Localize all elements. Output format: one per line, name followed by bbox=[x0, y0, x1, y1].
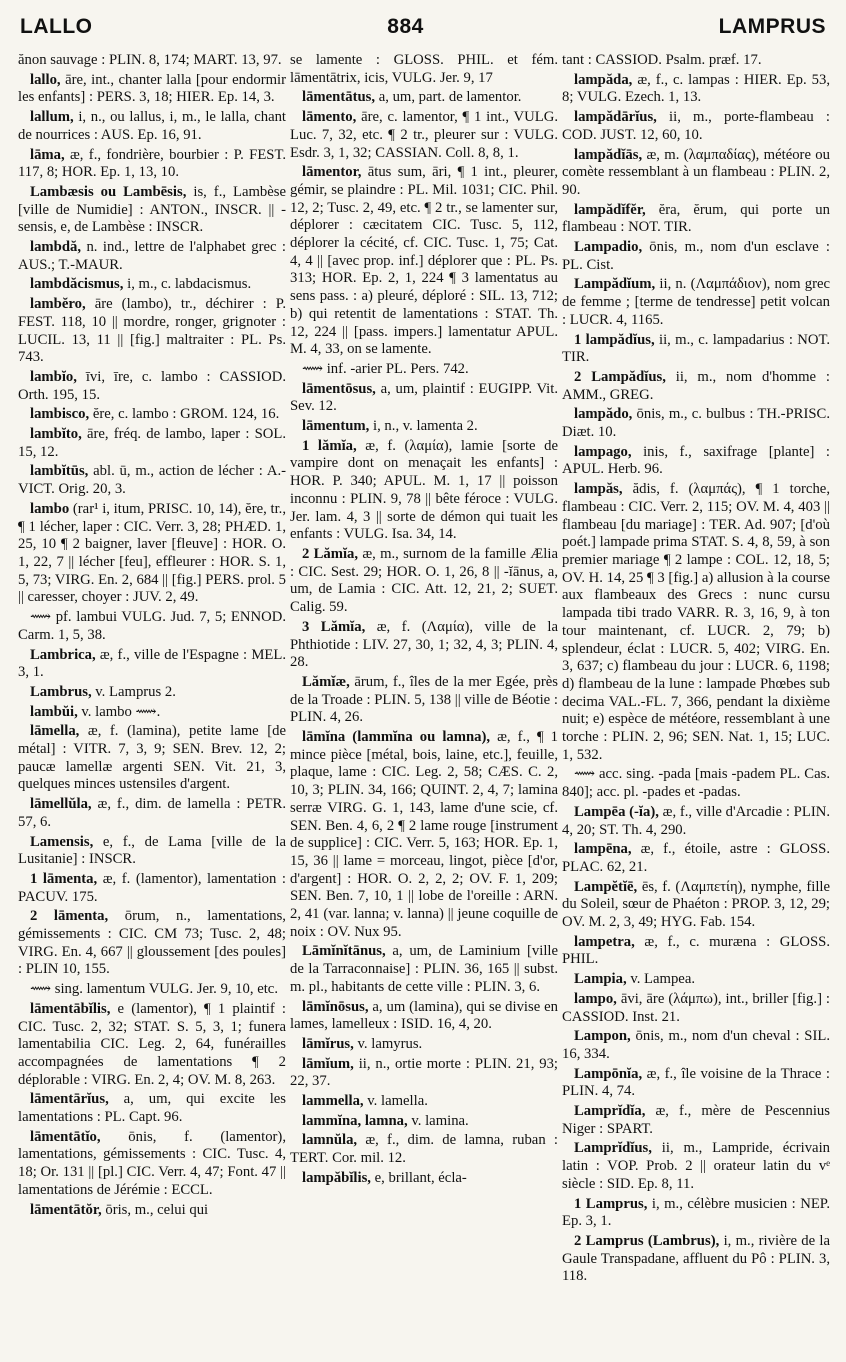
entry-headword: lāmentātŏr, bbox=[30, 1201, 102, 1218]
entry-headword: 1 Lamprus, bbox=[574, 1195, 648, 1212]
entry-headword: lampădĭfĕr, bbox=[574, 201, 646, 218]
entry-definition: āre, int., chanter lalla [pour endormir les enfants] : PERS. 3, 18; HIER. Ep. 14, 3. bbox=[18, 71, 286, 106]
entry-definition: æ, f. (lamentor), lamentation : PACUV. 175. bbox=[18, 870, 286, 905]
entry-definition: ănon sauvage : PLIN. 8, 174; MART. 13, 97. bbox=[18, 52, 282, 68]
entry-definition: e (lamentor), ¶ 1 plaintif : CIC. Tusc. 2, 32; STAT. S. 5, 3, 1; funera lamentabilia CIC. Leg. 2, 64, funérailles accompagnées de lamentations ¶ 2 déplorable : VIRG. En. 2, 4; OV. M. 8, 263. bbox=[18, 1000, 286, 1088]
entry-headword: lampăbĭlis, bbox=[302, 1169, 371, 1186]
entry-definition: ātus sum, āri, ¶ 1 int., pleurer, gémir, se plaindre : PL. Mil. 1031; CIC. Phil. 12, 2; Tusc. 2, 49, etc. ¶ 2 tr., se lamenter sur, déplorer : cæcitatem CIC. Tusc. 5, 112, déplorer la cécité, cf. CIC. Tusc. 1, 75; Cat. 4, 4 || [avec prop. inf.] déplorer que : PL. Ps. 313; HOR. Ep. 2, 1, 224 ¶ 3 lamentatus au sens pass. : a) pleuré, déploré : SIL. 13, 712; b) qui retentit de lamentations : STAT. Th. 12, 224 || [pass. impers.] lamentatur APUL. M. 4, 33, on se lamente. bbox=[290, 164, 558, 358]
entry-definition: æ, f., dim. de lamella : PETR. 57, 6. bbox=[18, 796, 286, 830]
dictionary-entry bbox=[18, 426, 286, 461]
entry-definition: v. lamyrus. bbox=[357, 1035, 423, 1052]
dictionary-entry bbox=[290, 619, 558, 672]
entry-headword: lāma, bbox=[30, 146, 65, 163]
entry-definition: āvi, āre (λάμπω), int., briller [fig.] : CASSIOD. Inst. 21. bbox=[562, 990, 830, 1025]
dictionary-entry bbox=[562, 1140, 830, 1193]
dictionary-entry bbox=[290, 546, 558, 617]
entry-headword: lambĕro, bbox=[30, 296, 86, 313]
dictionary-entry bbox=[290, 1093, 558, 1111]
dictionary-entry bbox=[562, 109, 830, 144]
entry-headword: Lampia, bbox=[574, 971, 627, 988]
entry-headword: lampădĭās, bbox=[574, 146, 643, 163]
entry-definition: āre, c. lamentor, ¶ 1 int., VULG. Luc. 7, 32, etc. ¶ 2 tr., pleurer sur : VULG. Esdr. 3, 1, 32; CASSIAN. Coll. 8, 8, 1. bbox=[290, 109, 558, 161]
dictionary-entry bbox=[290, 381, 558, 416]
entry-definition: ōnis, m., nom d'un cheval : SIL. 16, 334. bbox=[562, 1028, 830, 1062]
entry-headword: lambŭi, bbox=[30, 703, 78, 720]
entry-definition: æ, f., fondrière, bourbier : P. FEST. 117, 8; HOR. Ep. 1, 13, 10. bbox=[18, 146, 286, 181]
dictionary-entry bbox=[18, 406, 286, 424]
dictionary-entry bbox=[562, 52, 830, 70]
entry-headword: lampo, bbox=[574, 990, 617, 1007]
dictionary-entry bbox=[18, 296, 286, 367]
entry-headword: lāmentātus, bbox=[302, 89, 376, 106]
dictionary-entry bbox=[18, 1129, 286, 1200]
entry-definition: i, m., rivière de la Gaule Transpadane, affluent du Pô : PLIN. 3, 118. bbox=[562, 1233, 830, 1285]
entry-definition: æ, f., ville d'Arcadie : PLIN. 4, 20; ST. Th. 4, 290. bbox=[562, 803, 830, 838]
dictionary-entry bbox=[18, 871, 286, 906]
running-header bbox=[20, 14, 826, 40]
dictionary-entry bbox=[18, 147, 286, 182]
entry-definition: ⟿ sing. lamentum VULG. Jer. 9, 10, etc. bbox=[30, 981, 279, 998]
entry-headword: lampădo, bbox=[574, 406, 633, 423]
dictionary-entry bbox=[18, 647, 286, 682]
entry-headword: Lampēa (-ĭa), bbox=[574, 803, 659, 820]
dictionary-entry bbox=[562, 202, 830, 237]
entry-definition: æ, f., c. muræna : GLOSS. PHIL. bbox=[562, 933, 830, 968]
entry-definition: ōnis, m., nom d'un esclave : PL. Cist. bbox=[562, 239, 830, 273]
entry-definition: v. lamella. bbox=[367, 1093, 428, 1110]
dictionary-entry bbox=[18, 463, 286, 498]
dictionary-entry bbox=[18, 609, 286, 644]
entry-definition: ădis, f. (λαμπάς), ¶ 1 torche, flambeau : CIC. Verr. 2, 115; OV. M. 4, 403 || flambeau [du mariage] : TER. Ad. 907; [d'où poét.] lampade prima STAT. S. 4, 8, 59, à son premier mariage ¶ 2 lampe : COL. 12, 18, 5; OV. H. 14, 25 ¶ 3 [fig.] a) allusion à la course aux flambeaux des Grecs : nunc cursu lampada tibi trado VARR. R. 3, 16, 9, à ton tour maintenant, cf. LUCR. 2, 79; b) splendeur, éclat : LUCR. 5, 402; VIRG. En. 3, 637; c) flambeau du jour : LUCR. 6, 1198; d) flambeau de la lune : lampade Phœbes sub decima VAL.-FL. 7, 366, pendant la dixième nuit; e) espèce de météore, ressemblant à une torche : PLIN. 2, 96; SEN. Nat. 1, 15; LUC. 1, 532. bbox=[562, 481, 830, 763]
entry-definition: ii, n. (Λαμπάδιον), nom grec de femme ; [terme de tendresse] petit volcan : LUCR. 4, 1165. bbox=[562, 276, 830, 328]
dictionary-entry bbox=[562, 481, 830, 764]
entry-headword: 3 Lămĭa, bbox=[302, 618, 366, 635]
entry-definition: v. Lampea. bbox=[630, 971, 696, 988]
dictionary-entry bbox=[562, 841, 830, 876]
entry-headword: lampago, bbox=[574, 443, 632, 460]
dictionary-entry bbox=[18, 723, 286, 794]
entry-definition: e, brillant, écla- bbox=[374, 1169, 467, 1186]
entry-definition: a, um (lamina), qui se divise en lames, lamelleux : ISID. 16, 4, 20. bbox=[290, 998, 558, 1033]
entry-headword: lāmĭum, bbox=[302, 1055, 354, 1072]
entry-headword: lāmentōsus, bbox=[302, 380, 376, 397]
dictionary-entry bbox=[18, 1091, 286, 1126]
entry-headword: Lamensis, bbox=[30, 833, 94, 850]
entry-headword: Lamprĭdĭus, bbox=[574, 1140, 652, 1157]
dictionary-entry bbox=[562, 406, 830, 441]
dictionary-entry bbox=[18, 239, 286, 274]
dictionary-entry bbox=[290, 1132, 558, 1167]
entry-definition: e, f., de Lama [ville de la Lusitanie] : INSCR. bbox=[18, 833, 286, 868]
entry-headword: 2 Lămĭa, bbox=[302, 545, 359, 562]
column-right bbox=[562, 52, 830, 1354]
entry-headword: lambo bbox=[30, 500, 70, 517]
entry-definition: v. Lamprus 2. bbox=[95, 683, 176, 700]
entry-headword: lallum, bbox=[30, 109, 74, 126]
dictionary-entry bbox=[290, 1170, 558, 1188]
dictionary-entry bbox=[290, 89, 558, 107]
entry-headword: lambĭo, bbox=[30, 368, 77, 385]
dictionary-entry bbox=[562, 239, 830, 274]
entry-definition: ii, m., c. lampadarius : NOT. TIR. bbox=[562, 331, 830, 366]
entry-definition: ĕre, c. lambo : GROM. 124, 16. bbox=[92, 406, 280, 423]
dictionary-entry bbox=[18, 109, 286, 144]
entry-definition: i, n., ou lallus, i, m., le lalla, chant de nourrices : AUS. Ep. 16, 91. bbox=[18, 109, 286, 143]
dictionary-entry bbox=[18, 1202, 286, 1220]
entry-headword: Lāmĭnĭtānus, bbox=[302, 943, 386, 960]
dictionary-entry bbox=[562, 971, 830, 989]
entry-definition: æ, m., surnom de la famille Ælia : CIC. Sest. 29; HOR. O. 1, 26, 8 || -ĭānus, a, um, de Lamia : CIC. Att. 12, 21, 2; SUET. Calig. 59. bbox=[290, 545, 558, 616]
dictionary-entry bbox=[562, 444, 830, 479]
entry-headword: Lămĭæ, bbox=[302, 673, 350, 690]
entry-definition: æ, f., ¶ 1 mince pièce [métal, bois, laine, etc.], feuille, plaque, lame : CIC. Leg. 2, 58; CÆS. C. 2, 10, 3; PLIN. 34, 166; QUINT. 2, 4, 7; lamina serræ VIRG. G. 1, 143, lame d'une scie, cf. SEN. Ben. 4, 6, 2 ¶ 2 lame rouge [instrument de supplice] : CIC. Verr. 5, 163; HOR. Ep. 1, 15, 36 || lame = morceau, lingot, pièce [d'or, d'argent] : HOR. O. 2, 2, 2; OV. F. 1, 209; SEN. Ben. 7, 10, 1 || lobe de l'oreille : ARN. 2, 41 (var. lanna; v. lanna) || jeune coquille de noix : OV. Nux 95. bbox=[290, 729, 558, 940]
entry-headword: lambisco, bbox=[30, 406, 90, 423]
entry-headword: 1 lampădĭus, bbox=[574, 331, 655, 348]
dictionary-entry bbox=[562, 879, 830, 932]
entry-definition: āre (lambo), tr., déchirer : P. FEST. 118, 10 || mordre, ronger, grignoter : LUCIL. 13, 11 || [fig.] maltraiter : PL. Ps. 743. bbox=[18, 296, 286, 366]
entry-definition: ēs, f. (Λαμπετίη), nymphe, fille du Soleil, sœur de Phaéton : PROP. 3, 12, 29; OV. M. 2, 3, 49; HYG. Fab. 154. bbox=[562, 878, 830, 931]
dictionary-entry bbox=[290, 999, 558, 1034]
entry-definition: æ, m. (λαμπαδίας), météore ou comète ressemblant à un flambeau : PLIN. 2, 90. bbox=[562, 146, 830, 198]
entry-definition: ii, m., Lampride, écrivain latin : VOP. Prob. 2 || orateur latin du vᵉ siècle : SID. Ep. 8, 11. bbox=[562, 1140, 830, 1192]
entry-definition: is, f., Lambèse [ville de Numidie] : ANTON., INSCR. || -sensis, e, de Lambèse : INSCR. bbox=[18, 183, 286, 236]
page-number: 884 bbox=[387, 15, 424, 38]
dictionary-entry bbox=[562, 804, 830, 839]
dictionary-entry bbox=[18, 834, 286, 869]
dictionary-entry bbox=[562, 276, 830, 329]
dictionary-entry bbox=[290, 1036, 558, 1054]
entry-headword: Lampadio, bbox=[574, 239, 643, 256]
dictionary-entry bbox=[290, 418, 558, 436]
entry-definition: v. lambo ⟿. bbox=[81, 703, 161, 720]
entry-definition: ārum, f., îles de la mer Egée, près de la Troade : PLIN. 5, 138 || ville de Béotie : PLIN. 4, 26. bbox=[290, 673, 558, 726]
dictionary-entry bbox=[290, 1056, 558, 1091]
entry-definition: abl. ū, m., action de lécher : A.-VICT. Orig. 20, 3. bbox=[18, 463, 286, 498]
entry-headword: lāmentor, bbox=[302, 164, 362, 181]
entry-headword: lammella, bbox=[302, 1093, 364, 1110]
entry-headword: lāmentābĭlis, bbox=[30, 1000, 111, 1017]
dictionary-entry bbox=[18, 184, 286, 237]
entry-headword: lampēna, bbox=[574, 841, 632, 858]
entry-headword: lāmentātĭo, bbox=[30, 1128, 101, 1145]
entry-definition: ōnis, m., c. bulbus : TH.-PRISC. Diæt. 10. bbox=[562, 406, 830, 441]
entry-headword: lambĭtūs, bbox=[30, 463, 89, 480]
entry-definition: tant : CASSIOD. Psalm. præf. 17. bbox=[562, 52, 762, 68]
dictionary-entry bbox=[562, 332, 830, 367]
column-middle bbox=[290, 52, 558, 1354]
entry-definition: n. ind., lettre de l'alphabet grec : AUS.; T.-MAUR. bbox=[18, 239, 286, 273]
entry-definition: a, um, plaintif : EUGIPP. Vit. Sev. 12. bbox=[290, 380, 558, 415]
entry-headword: Lampon, bbox=[574, 1028, 631, 1045]
dictionary-entry bbox=[290, 943, 558, 996]
header-right-guide-word: LAMPRUS bbox=[718, 15, 826, 38]
entry-headword: lāmento, bbox=[302, 109, 357, 126]
entry-definition: æ, f. (lamina), petite lame [de métal] : VITR. 7, 3, 9; SEN. Brev. 12, 2; paucæ lamellæ argenti SEN. Vit. 21, 3, quelques minces ustensiles d'argent. bbox=[18, 723, 286, 793]
entry-headword: lāmĭrus, bbox=[302, 1035, 354, 1052]
entry-headword: lāmĭnōsus, bbox=[302, 998, 369, 1015]
dictionary-entry bbox=[562, 934, 830, 969]
dictionary-entry bbox=[562, 766, 830, 801]
entry-definition: æ, f. (Λαμία), ville de la Phthiotide : LIV. 27, 30, 1; 32, 4, 3; PLIN. 4, 28. bbox=[290, 618, 558, 671]
dictionary-entry bbox=[562, 72, 830, 107]
entry-headword: lambdă, bbox=[30, 239, 82, 256]
dictionary-entry bbox=[562, 147, 830, 200]
dictionary-entry bbox=[562, 1028, 830, 1063]
entry-headword: Lamprĭdĭa, bbox=[574, 1103, 646, 1120]
dictionary-entry bbox=[290, 729, 558, 941]
entry-definition: a, um, part. de lamentor. bbox=[378, 89, 522, 106]
entry-definition: ĕra, ĕrum, qui porte un flambeau : NOT. TIR. bbox=[562, 201, 830, 236]
dictionary-entry bbox=[562, 991, 830, 1026]
entry-headword: lāmentum, bbox=[302, 418, 370, 435]
header-left-guide-word: LALLO bbox=[20, 15, 93, 38]
entry-definition: æ, f. (λαμία), lamie [sorte de vampire dont on menaçait les enfants] : HOR. P. 340; APUL. M. 1, 17 || poisson inconnu : PLIN. 9, 78 || bête féroce : VULG. Jer. lam. 4, 3 || sorte de démon qui tuait les enfants : VULG. Isa. 34, 14. bbox=[290, 437, 558, 543]
dictionary-entry bbox=[18, 908, 286, 979]
entry-definition: i, m., célèbre musicien : NEP. Ep. 3, 1. bbox=[562, 1195, 830, 1230]
entry-definition: ōris, m., celui qui bbox=[105, 1201, 209, 1218]
entry-headword: lāmĭna (lammĭna ou lamna), bbox=[302, 729, 491, 746]
entry-definition: æ, f., c. lampas : HIER. Ep. 53, 8; VULG. Ezech. 1, 13. bbox=[562, 71, 830, 106]
entry-headword: Lampĕtĭē, bbox=[574, 878, 638, 895]
entry-headword: lampetra, bbox=[574, 933, 635, 950]
entry-headword: Lampădĭum, bbox=[574, 276, 656, 293]
dictionary-columns bbox=[18, 52, 830, 1354]
entry-definition: æ, f., mère de Pescennius Niger : SPART. bbox=[562, 1103, 830, 1137]
column-left bbox=[18, 52, 286, 1354]
entry-headword: lāmellŭla, bbox=[30, 796, 92, 813]
entry-headword: 2 Lamprus (Lambrus), bbox=[574, 1233, 720, 1249]
entry-headword: lāmentārĭus, bbox=[30, 1091, 109, 1108]
entry-headword: Lampōnĭa, bbox=[574, 1065, 643, 1082]
entry-definition: æ, f., dim. de lamna, ruban : TERT. Cor. mil. 12. bbox=[290, 1132, 558, 1167]
dictionary-entry bbox=[290, 361, 558, 379]
dictionary-entry bbox=[18, 72, 286, 107]
dictionary-entry bbox=[562, 1103, 830, 1138]
dictionary-entry bbox=[18, 501, 286, 607]
entry-headword: lampăs, bbox=[574, 481, 623, 498]
dictionary-entry bbox=[562, 369, 830, 404]
entry-headword: lambdăcismus, bbox=[30, 276, 124, 293]
dictionary-entry bbox=[18, 369, 286, 404]
dictionary-entry bbox=[290, 438, 558, 544]
entry-definition: a, um, de Laminium [ville de la Tarraconnaise] : PLIN. 36, 165 || subst. m. pl., habitants de cette ville : PLIN. 3, 6. bbox=[290, 943, 558, 995]
entry-definition: āre, fréq. de lambo, laper : SOL. 15, 12. bbox=[18, 426, 286, 460]
dictionary-entry bbox=[18, 704, 286, 722]
entry-headword: lampăda, bbox=[574, 71, 633, 88]
entry-definition: ōrum, n., lamentations, gémissements : CIC. CM 73; Tusc. 2, 48; VIRG. En. 4, 667 || gloussement [des poules] : PLIN 10, 155. bbox=[18, 908, 286, 978]
entry-definition: i, m., c. labdacismus. bbox=[127, 276, 252, 293]
dictionary-entry bbox=[18, 52, 286, 70]
entry-headword: 2 lāmenta, bbox=[30, 908, 109, 925]
dictionary-entry bbox=[290, 52, 558, 87]
entry-definition: ⟿ inf. -arier PL. Pers. 742. bbox=[302, 360, 469, 377]
entry-headword: 2 Lampădĭus, bbox=[574, 368, 666, 385]
entry-definition: ii, m., porte-flambeau : COD. JUST. 12, 60, 10. bbox=[562, 109, 830, 143]
entry-headword: lampădārĭus, bbox=[574, 109, 657, 126]
entry-headword: lāmella, bbox=[30, 723, 80, 740]
entry-headword: 1 lāmenta, bbox=[30, 870, 98, 887]
entry-definition: ⟿ acc. sing. -pada [mais -padem PL. Cas. 840]; acc. pl. -pades et -padas. bbox=[562, 766, 830, 801]
dictionary-entry bbox=[18, 276, 286, 294]
entry-definition: æ, f., île voisine de la Thrace : PLIN. 4, 74. bbox=[562, 1065, 830, 1100]
entry-headword: lambĭto, bbox=[30, 426, 82, 443]
entry-headword: 1 lămĭa, bbox=[302, 437, 357, 454]
entry-headword: Lambrica, bbox=[30, 646, 96, 663]
entry-headword: lallo, bbox=[30, 71, 61, 88]
entry-definition: (rar¹ i, itum, PRISC. 10, 14), ĕre, tr., ¶ 1 lécher, laper : CIC. Verr. 3, 28; PHÆD. 1, 25, 10 ¶ 2 baigner, laver [fleuve] : HOR. O. 1, 22, 7 || lécher [feu], effleurer : HOR. S. 1, 5, 73; VIRG. En. 2, 684 || [fig.] PERS. prol. 5 || caresser, choyer : JUV. 2, 49. bbox=[18, 500, 286, 606]
dictionary-entry bbox=[562, 1233, 830, 1286]
entry-headword: Lambæsis ou Lambēsis, bbox=[30, 183, 187, 200]
dictionary-entry bbox=[290, 1113, 558, 1131]
dictionary-entry bbox=[18, 1001, 286, 1090]
entry-definition: īvi, īre, c. lambo : CASSIOD. Orth. 195, 15. bbox=[18, 368, 286, 403]
entry-definition: a, um, qui excite les lamentations : PL. Capt. 96. bbox=[18, 1091, 286, 1126]
dictionary-entry bbox=[562, 1196, 830, 1231]
entry-headword: Lambrus, bbox=[30, 683, 92, 700]
dictionary-entry bbox=[562, 1066, 830, 1101]
entry-definition: ōnis, f. (lamentor), lamentations, gémissements : CIC. Tusc. 4, 18; Or. 131 || [pl.] CIC. Verr. 4, 47; Font. 47 || lamentations de Jérémie : ECCL. bbox=[18, 1128, 286, 1198]
entry-definition: æ, f., ville de l'Espagne : MEL. 3, 1. bbox=[18, 646, 286, 681]
dictionary-entry bbox=[18, 684, 286, 702]
entry-definition: ii, m., nom d'homme : AMM., GREG. bbox=[562, 368, 830, 403]
dictionary-entry bbox=[18, 796, 286, 831]
entry-headword: lamnŭla, bbox=[302, 1132, 358, 1149]
dictionary-entry bbox=[290, 164, 558, 359]
entry-definition: ⟿ pf. lambui VULG. Jud. 7, 5; ENNOD. Carm. 1, 5, 38. bbox=[18, 609, 286, 643]
entry-definition: æ, f., étoile, astre : GLOSS. PLAC. 62, 21. bbox=[562, 841, 830, 875]
entry-definition: i, n., v. lamenta 2. bbox=[373, 418, 478, 435]
dictionary-entry bbox=[290, 674, 558, 727]
entry-definition: se lamente : GLOSS. PHIL. et fém. lāmentātrix, icis, VULG. Jer. 9, 17 bbox=[290, 52, 558, 86]
dictionary-entry bbox=[18, 981, 286, 999]
entry-definition: inis, f., saxifrage [plante] : APUL. Herb. 96. bbox=[562, 443, 830, 478]
dictionary-entry bbox=[290, 109, 558, 162]
entry-headword: lammĭna, lamna, bbox=[302, 1112, 408, 1129]
entry-definition: ii, n., ortie morte : PLIN. 21, 93; 22, 37. bbox=[290, 1055, 558, 1090]
entry-definition: v. lamina. bbox=[411, 1112, 469, 1129]
